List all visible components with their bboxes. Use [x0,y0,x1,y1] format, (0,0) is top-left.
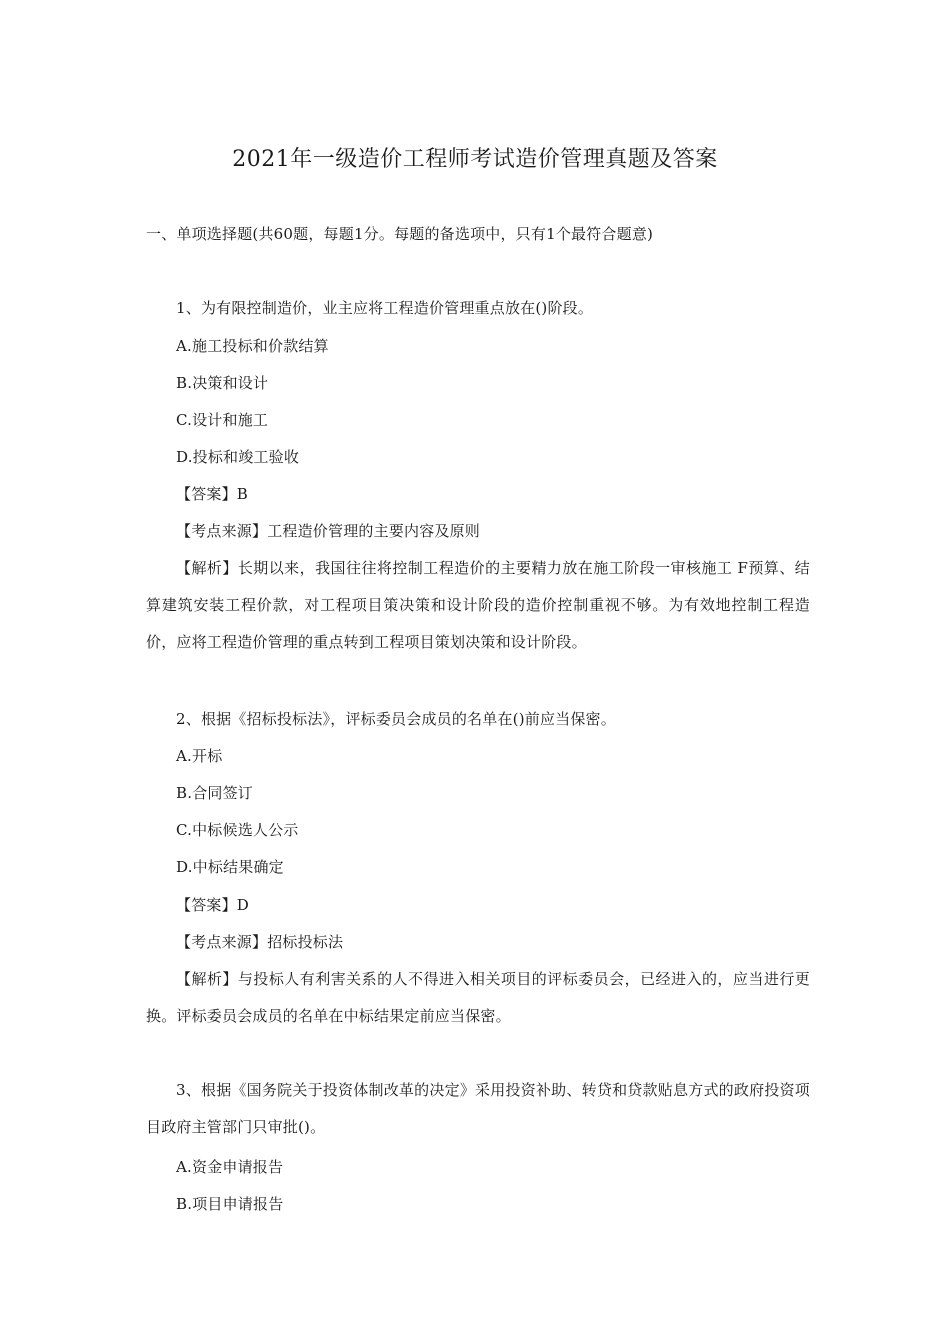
question-3-option-b: B.项目申请报告 [176,1195,284,1213]
question-2-answer: 【答案】D [176,896,250,914]
section-heading: 一、单项选择题(共60题，每题1分。每题的备选项中，只有1个最符合题意) [146,225,654,243]
question-1-analysis: 【解析】长期以来，我国往往将控制工程造价的主要精力放在施工阶段一审核施工 F预算、结算建筑安装工程价款，对工程项目策决策和设计阶段的造价控制重视不够。为有效地控制工程造价，应将工程造价管理的重点转到工程项目策划决策和设计阶段。 [146,559,810,651]
question-1-option-b: B.决策和设计 [176,374,269,392]
question-1-source: 【考点来源】工程造价管理的主要内容及原则 [176,522,481,540]
question-2-option-b: B.合同签订 [176,784,253,802]
question-1-option-c: C.设计和施工 [176,411,269,429]
question-1-option-d: D.投标和竣工验收 [176,448,300,466]
question-2-analysis: 【解析】与投标人有利害关系的人不得进入相关项目的评标委员会，已经进入的，应当进行更换。评标委员会成员的名单在中标结果定前应当保密。 [146,970,810,1025]
question-2-option-a: A.开标 [176,747,223,765]
question-1-option-a: A.施工投标和价款结算 [176,337,329,355]
question-2-stem: 2、根据《招标投标法》，评标委员会成员的名单在()前应当保密。 [176,710,616,728]
question-2-option-d: D.中标结果确定 [176,858,284,876]
question-2-source: 【考点来源】招标投标法 [176,933,344,951]
question-2-option-c: C.中标候选人公示 [176,821,299,839]
page-title: 2021年一级造价工程师考试造价管理真题及答案 [232,147,718,172]
question-1-stem: 1、为有限控制造价，业主应将工程造价管理重点放在()阶段。 [176,299,594,317]
question-3-stem: 3、根据《国务院关于投资体制改革的决定》采用投资补助、转贷和贷款贴息方式的政府投资项目政府主管部门只审批()。 [146,1081,810,1136]
question-1-answer: 【答案】B [176,485,249,503]
question-3-option-a: A.资金申请报告 [176,1158,284,1176]
